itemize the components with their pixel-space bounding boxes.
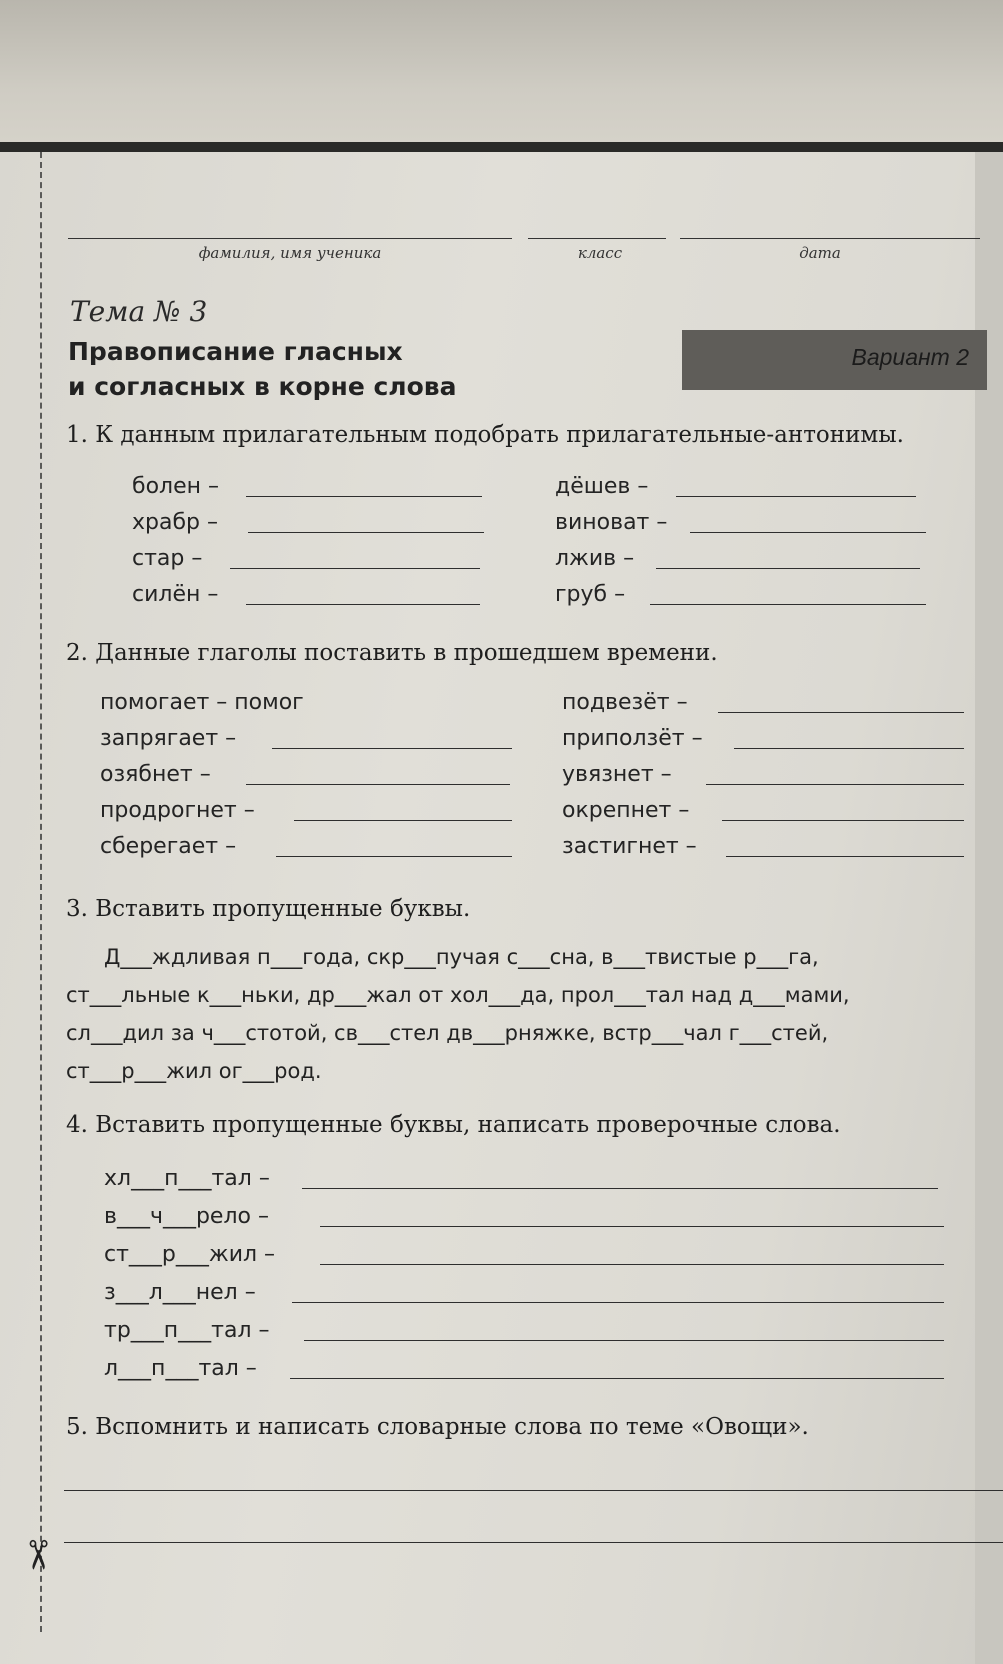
task1-answer-line[interactable] <box>230 568 480 569</box>
page-shadow-edge <box>0 142 1003 152</box>
task1-answer-line[interactable] <box>676 496 916 497</box>
task1-left-item: силён – <box>132 582 219 607</box>
task1-answer-line[interactable] <box>656 568 920 569</box>
name-caption: фамилия, имя ученика <box>198 244 382 262</box>
scissors-icon: ✂ <box>14 1538 59 1572</box>
task2-left-item: озябнет – <box>100 762 211 787</box>
task1-title: 1. К данным прилагательным подобрать прилагательные-антонимы. <box>66 422 904 448</box>
task2-left-item: продрогнет – <box>100 798 255 823</box>
task1-answer-line[interactable] <box>246 496 482 497</box>
task4-item: з___л___нел – <box>104 1280 256 1305</box>
task4-item: хл___п___тал – <box>104 1166 270 1191</box>
task1-right-item: дёшев – <box>555 474 649 499</box>
task2-answer-line[interactable] <box>718 712 964 713</box>
task2-answer-line[interactable] <box>246 784 510 785</box>
task2-answer-line[interactable] <box>722 820 964 821</box>
task4-item: л___п___тал – <box>104 1356 257 1381</box>
topic-line-1: Правописание гласных <box>68 337 403 366</box>
task2-answer-line[interactable] <box>734 748 964 749</box>
task3-title: 3. Вставить пропущенные буквы. <box>66 896 471 922</box>
task2-right-item: увязнет – <box>562 762 672 787</box>
variant-badge <box>682 330 987 390</box>
task1-answer-line[interactable] <box>650 604 926 605</box>
topic-title <box>68 334 456 404</box>
variant-label: Вариант 2 <box>851 344 969 370</box>
task1-right-item: груб – <box>555 582 626 607</box>
task4-item: тр___п___тал – <box>104 1318 270 1343</box>
task4-answer-line[interactable] <box>304 1340 944 1341</box>
task1-right-item: виноват – <box>555 510 668 535</box>
task2-answer-line[interactable] <box>272 748 512 749</box>
task2-right-item: приползёт – <box>562 726 703 751</box>
date-field-line[interactable] <box>680 238 980 239</box>
task4-item: ст___р___жил – <box>104 1242 276 1267</box>
task1-answer-line[interactable] <box>690 532 926 533</box>
task4-title: 4. Вставить пропущенные буквы, написать проверочные слова. <box>66 1112 841 1138</box>
task1-answer-line[interactable] <box>246 604 480 605</box>
task3-line: сл___дил за ч___стотой, св___стел дв___рняжке, встр___чал г___стей, <box>66 1021 829 1045</box>
class-caption: класс <box>577 244 623 262</box>
task5-title: 5. Вспомнить и написать словарные слова по теме «Овощи». <box>66 1414 809 1440</box>
task4-answer-line[interactable] <box>290 1378 944 1379</box>
task4-answer-line[interactable] <box>292 1302 944 1303</box>
task3-line: ст___р___жил ог___род. <box>66 1059 322 1083</box>
task2-left-item: сберегает – <box>100 834 237 859</box>
task4-answer-line[interactable] <box>302 1188 938 1189</box>
task2-answer-line[interactable] <box>276 856 512 857</box>
tema-number: Тема № 3 <box>70 295 208 328</box>
task2-right-item: подвезёт – <box>562 690 688 715</box>
task2-left-item: помогает – помог <box>100 690 304 715</box>
task2-right-item: окрепнет – <box>562 798 690 823</box>
task2-answer-line[interactable] <box>726 856 964 857</box>
task2-left-item: запрягает – <box>100 726 237 751</box>
task5-answer-line[interactable] <box>64 1542 1003 1543</box>
name-field-line[interactable] <box>68 238 512 239</box>
task2-answer-line[interactable] <box>706 784 964 785</box>
task4-item: в___ч___рело – <box>104 1204 269 1229</box>
task5-answer-line[interactable] <box>64 1490 1003 1491</box>
task2-answer-line[interactable] <box>294 820 512 821</box>
topic-line-2: и согласных в корне слова <box>68 372 457 401</box>
task2-right-item: застигнет – <box>562 834 697 859</box>
task4-answer-line[interactable] <box>320 1264 944 1265</box>
previous-page-edge <box>0 0 1003 150</box>
task2-title: 2. Данные глаголы поставить в прошедшем времени. <box>66 640 718 666</box>
date-caption: дата <box>799 244 841 262</box>
task3-line: ст___льные к___ньки, др___жал от хол___да, прол___тал над д___мами, <box>66 983 850 1007</box>
cut-line <box>40 152 42 1632</box>
task1-answer-line[interactable] <box>248 532 484 533</box>
task1-left-item: болен – <box>132 474 220 499</box>
task1-right-item: лжив – <box>555 546 635 571</box>
class-field-line[interactable] <box>528 238 666 239</box>
task1-left-item: стар – <box>132 546 203 571</box>
task4-answer-line[interactable] <box>320 1226 944 1227</box>
task3-line: Д___ждливая п___года, скр___пучая с___сна, в___твистые р___га, <box>104 945 819 969</box>
task1-left-item: храбр – <box>132 510 218 535</box>
